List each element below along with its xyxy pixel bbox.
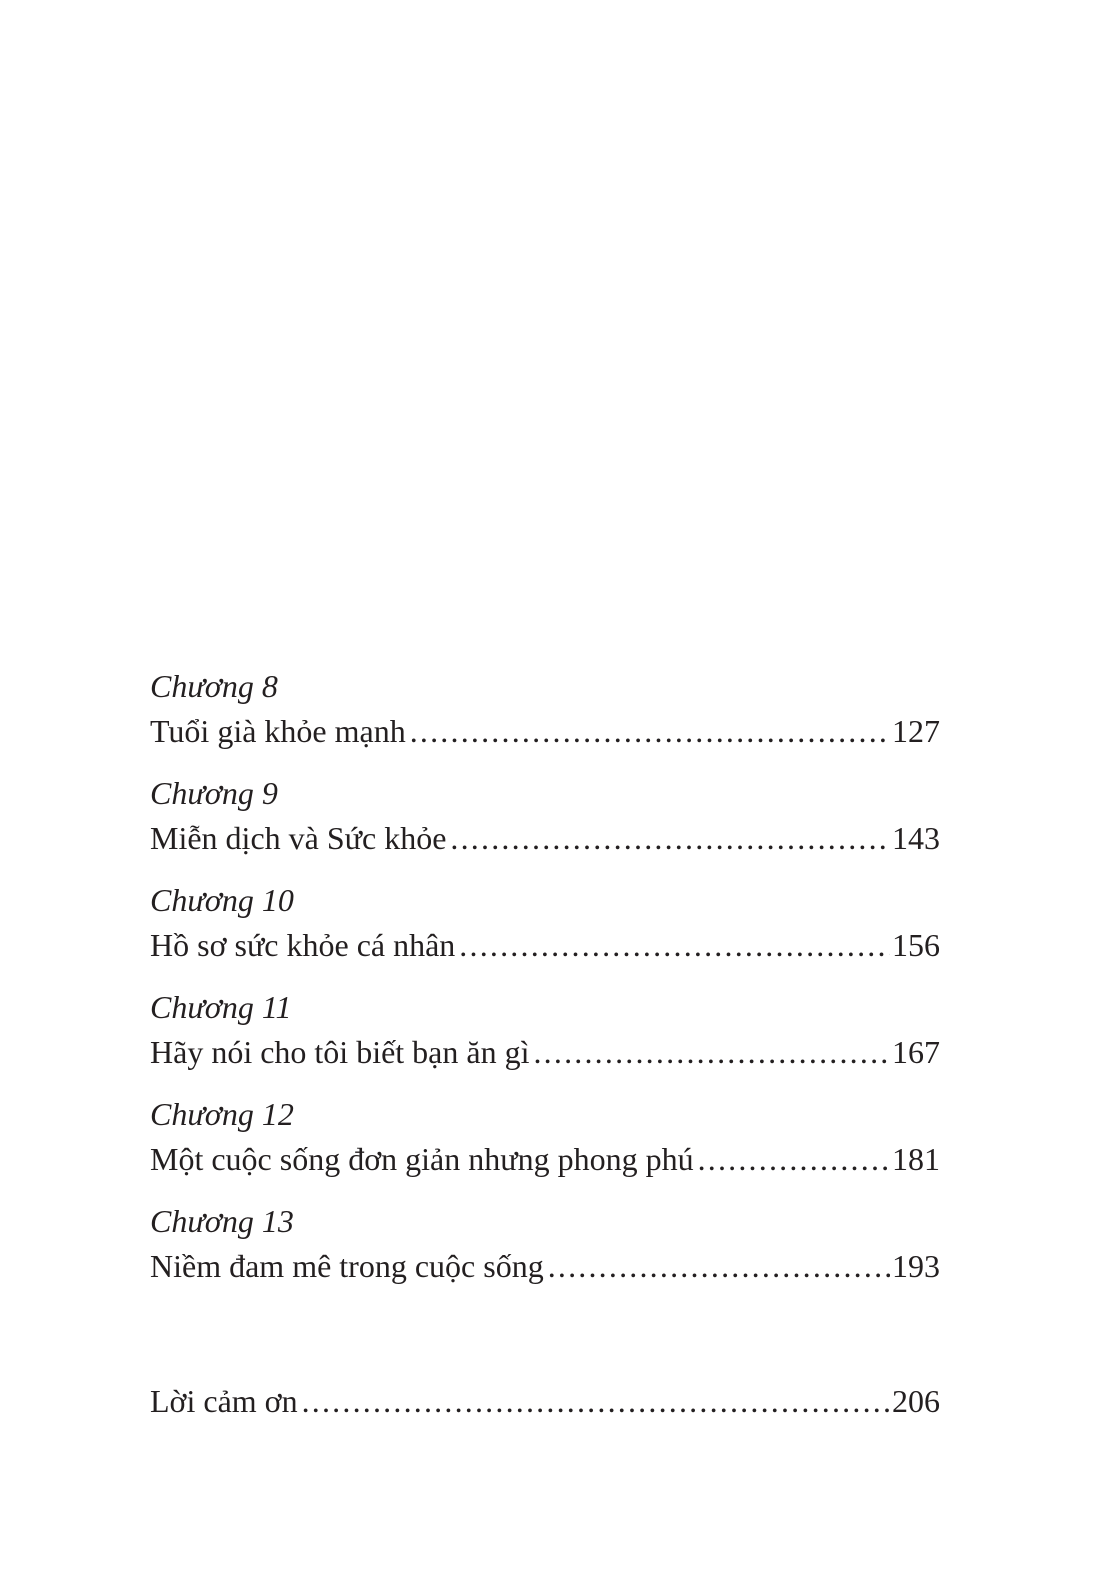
page-number: 181 [892, 1141, 940, 1177]
toc-entry-chapter-12 [150, 1092, 940, 1182]
chapter-title: Tuổi già khỏe mạnh [150, 713, 406, 749]
dot-leader [548, 1243, 890, 1289]
toc-entry-chapter-9 [150, 771, 940, 861]
toc-entry-acknowledgements [150, 1378, 940, 1424]
dot-leader [698, 1136, 890, 1182]
page-number: 143 [892, 820, 940, 856]
chapter-label: Chương 10 [150, 882, 294, 918]
chapter-label: Chương 9 [150, 775, 278, 811]
page-number: 127 [892, 713, 940, 749]
chapter-label: Chương 11 [150, 989, 292, 1025]
toc-line[interactable] [150, 1136, 940, 1182]
page-number: 167 [892, 1034, 940, 1070]
chapter-label: Chương 12 [150, 1096, 294, 1132]
page-number: 206 [892, 1383, 940, 1419]
dot-leader [533, 1029, 890, 1075]
toc-line[interactable] [150, 708, 940, 754]
chapter-title: Miễn dịch và Sức khỏe [150, 820, 447, 856]
page-number: 193 [892, 1248, 940, 1284]
toc-line[interactable] [150, 1029, 940, 1075]
toc-entry-chapter-8 [150, 664, 940, 754]
dot-leader [450, 815, 890, 861]
page-number: 156 [892, 927, 940, 963]
toc-line[interactable] [150, 1378, 940, 1424]
chapter-title: Hãy nói cho tôi biết bạn ăn gì [150, 1034, 530, 1070]
dot-leader [302, 1378, 890, 1424]
dot-leader [459, 922, 890, 968]
toc-line[interactable] [150, 922, 940, 968]
dot-leader [410, 708, 890, 754]
toc-entry-chapter-10 [150, 878, 940, 968]
chapter-title: Niềm đam mê trong cuộc sống [150, 1248, 544, 1284]
table-of-contents [150, 664, 940, 1441]
toc-entry-chapter-13 [150, 1199, 940, 1289]
chapter-title: Một cuộc sống đơn giản nhưng phong phú [150, 1141, 694, 1177]
back-matter-title: Lời cảm ơn [150, 1383, 298, 1419]
chapter-label: Chương 13 [150, 1203, 294, 1239]
toc-line[interactable] [150, 1243, 940, 1289]
toc-entry-chapter-11 [150, 985, 940, 1075]
chapter-label: Chương 8 [150, 668, 278, 704]
chapter-title: Hồ sơ sức khỏe cá nhân [150, 927, 456, 963]
toc-line[interactable] [150, 815, 940, 861]
